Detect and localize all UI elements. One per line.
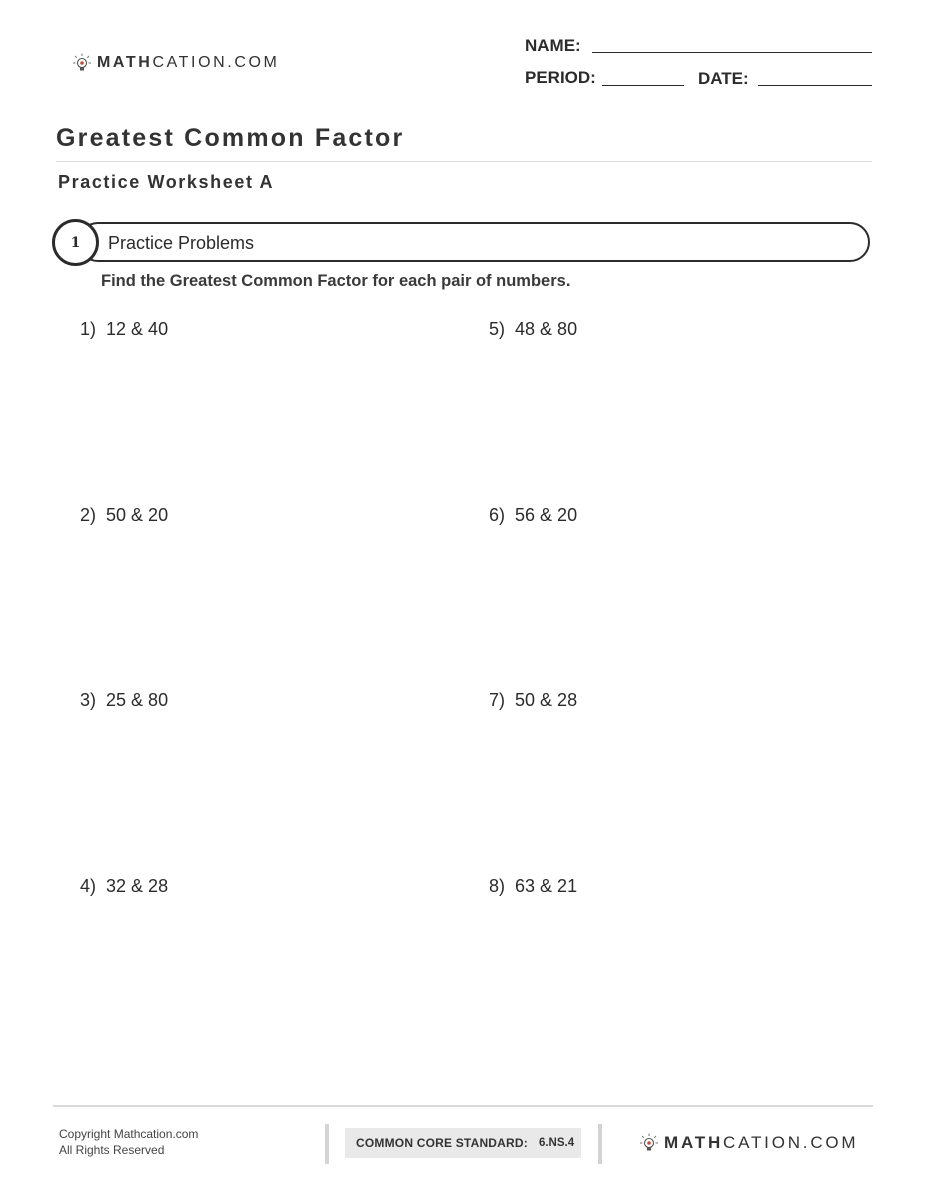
problem-item bbox=[489, 319, 577, 340]
problem-text: 32 & 28 bbox=[106, 876, 169, 896]
title-divider bbox=[56, 161, 872, 162]
standard-code: 6.NS.4 bbox=[538, 1137, 575, 1149]
standard-label: COMMON CORE STANDARD: bbox=[356, 1136, 528, 1150]
name-field-line[interactable] bbox=[592, 52, 872, 53]
problem-text: 50 & 28 bbox=[515, 690, 578, 710]
common-core-standard-badge bbox=[345, 1128, 581, 1158]
period-label: PERIOD: bbox=[525, 68, 596, 87]
problem-item bbox=[80, 505, 168, 526]
lightbulb-icon bbox=[73, 53, 91, 73]
footer-separator-right bbox=[598, 1124, 602, 1164]
section-label: Practice Problems bbox=[108, 233, 255, 253]
period-field-line[interactable] bbox=[602, 85, 684, 86]
page-subtitle: Practice Worksheet A bbox=[58, 172, 275, 192]
problem-item bbox=[489, 876, 577, 897]
problem-item bbox=[80, 876, 168, 897]
problem-number: 4) bbox=[80, 876, 97, 896]
problem-number: 5) bbox=[489, 319, 506, 339]
problem-text: 63 & 21 bbox=[515, 876, 578, 896]
problem-text: 12 & 40 bbox=[106, 319, 169, 339]
section-number-badge: 1 bbox=[52, 219, 99, 266]
lightbulb-icon bbox=[640, 1133, 658, 1153]
date-field-line[interactable] bbox=[758, 85, 872, 86]
problem-item bbox=[80, 690, 168, 711]
copyright-line-2: All Rights Reserved bbox=[59, 1143, 165, 1157]
footer-divider bbox=[53, 1105, 873, 1107]
problem-text: 56 & 20 bbox=[515, 505, 578, 525]
problem-number: 2) bbox=[80, 505, 97, 525]
problem-item bbox=[489, 505, 577, 526]
logo-text-bold: MATH bbox=[97, 54, 153, 71]
problem-item bbox=[489, 690, 577, 711]
logo-text-rest: CATION.COM bbox=[152, 54, 280, 71]
copyright bbox=[59, 1126, 198, 1158]
footer-logo bbox=[640, 1133, 858, 1153]
problem-number: 1) bbox=[80, 319, 97, 339]
header-logo bbox=[73, 53, 279, 73]
problem-text: 48 & 80 bbox=[515, 319, 578, 339]
problem-text: 25 & 80 bbox=[106, 690, 169, 710]
problem-number: 3) bbox=[80, 690, 97, 710]
copyright-line-1: Copyright Mathcation.com bbox=[59, 1127, 199, 1141]
logo-text-bold: MATH bbox=[664, 1133, 724, 1152]
problem-item bbox=[80, 319, 168, 340]
problem-number: 6) bbox=[489, 505, 506, 525]
problem-number: 7) bbox=[489, 690, 506, 710]
footer-separator-left bbox=[325, 1124, 329, 1164]
logo-text-rest: CATION.COM bbox=[723, 1133, 859, 1152]
instructions: Find the Greatest Common Factor for each pair of numbers. bbox=[101, 272, 571, 290]
name-label: NAME: bbox=[525, 36, 581, 55]
date-label: DATE: bbox=[698, 69, 749, 88]
problem-number: 8) bbox=[489, 876, 506, 896]
problem-text: 50 & 20 bbox=[106, 505, 169, 525]
page-title: Greatest Common Factor bbox=[56, 124, 405, 152]
